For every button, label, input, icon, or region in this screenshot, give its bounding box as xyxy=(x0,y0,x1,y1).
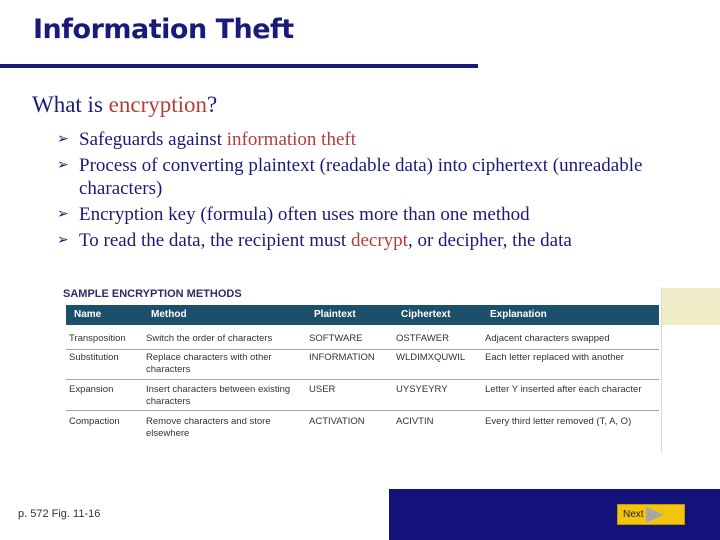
arrowhead-bullet-icon: ➢ xyxy=(57,158,69,173)
question-highlight: encryption xyxy=(108,92,208,117)
bullet-text: Encryption key (formula) often uses more than one method xyxy=(79,204,530,225)
bullet-text-suffix: , or decipher, the data xyxy=(407,230,572,251)
table-cell: Transposition xyxy=(69,333,126,344)
table-cell: WLDIMXQUWIL xyxy=(396,352,466,363)
bullet-highlight: information theft xyxy=(226,129,357,150)
bullet-item xyxy=(57,229,707,252)
table-cell: Each letter replaced with another xyxy=(485,352,624,363)
question-heading xyxy=(32,92,217,118)
table-cell: Switch the order of characters xyxy=(146,333,273,344)
table-header-row xyxy=(66,305,659,325)
column-header: Explanation xyxy=(490,309,547,320)
decorative-strip xyxy=(661,288,720,325)
table-cell: Replace characters with other characters xyxy=(146,352,272,375)
table-cell: Letter Y inserted after each character xyxy=(485,384,642,395)
table-title: SAMPLE ENCRYPTION METHODS xyxy=(63,288,242,300)
table-cell: Every third letter removed (T, A, O) xyxy=(485,416,632,427)
table-cell: Compaction xyxy=(69,416,120,427)
bullet-text: To read the data, the recipient must xyxy=(79,230,351,251)
table-cell: SOFTWARE xyxy=(309,333,363,344)
bullet-item xyxy=(57,128,707,151)
column-header: Method xyxy=(151,309,187,320)
table-cell: Insert characters between existing characters xyxy=(146,384,291,407)
table-cell: UYSYEYRY xyxy=(396,384,448,395)
bullet-list xyxy=(57,128,707,252)
table-cell: ACIVTIN xyxy=(396,416,434,427)
question-prefix: What is xyxy=(32,92,109,117)
arrowhead-bullet-icon: ➢ xyxy=(57,132,69,147)
table-cell: Substitution xyxy=(69,352,119,363)
column-header: Ciphertext xyxy=(401,309,451,320)
play-arrow-icon xyxy=(646,507,664,523)
arrowhead-bullet-icon: ➢ xyxy=(57,233,69,248)
row-divider xyxy=(66,379,659,380)
table-cell: OSTFAWER xyxy=(396,333,449,344)
slide-title: Information Theft xyxy=(33,14,294,45)
bullet-text: Safeguards against xyxy=(79,129,227,150)
next-button[interactable] xyxy=(617,504,685,525)
title-underline xyxy=(0,64,478,68)
bullet-item xyxy=(57,154,707,200)
bullet-item xyxy=(57,203,707,226)
bullet-highlight: decrypt xyxy=(350,230,408,251)
row-divider xyxy=(66,349,659,350)
column-header: Name xyxy=(74,309,102,320)
arrowhead-bullet-icon: ➢ xyxy=(57,207,69,222)
table-cell: ACTIVATION xyxy=(309,416,365,427)
row-divider xyxy=(66,410,659,411)
table-cell: Remove characters and store elsewhere xyxy=(146,416,271,439)
table-cell: USER xyxy=(309,384,336,395)
table-cell: Adjacent characters swapped xyxy=(485,333,610,344)
next-button-label: Next xyxy=(623,509,644,520)
column-header: Plaintext xyxy=(314,309,356,320)
encryption-methods-figure xyxy=(61,287,662,453)
figure-reference: p. 572 Fig. 11-16 xyxy=(18,508,101,520)
table-cell: INFORMATION xyxy=(309,352,375,363)
bullet-text: Process of converting plaintext (readable data) into ciphertext (unreadable characters) xyxy=(79,155,643,199)
question-suffix: ? xyxy=(207,92,218,117)
table-cell: Expansion xyxy=(69,384,114,395)
